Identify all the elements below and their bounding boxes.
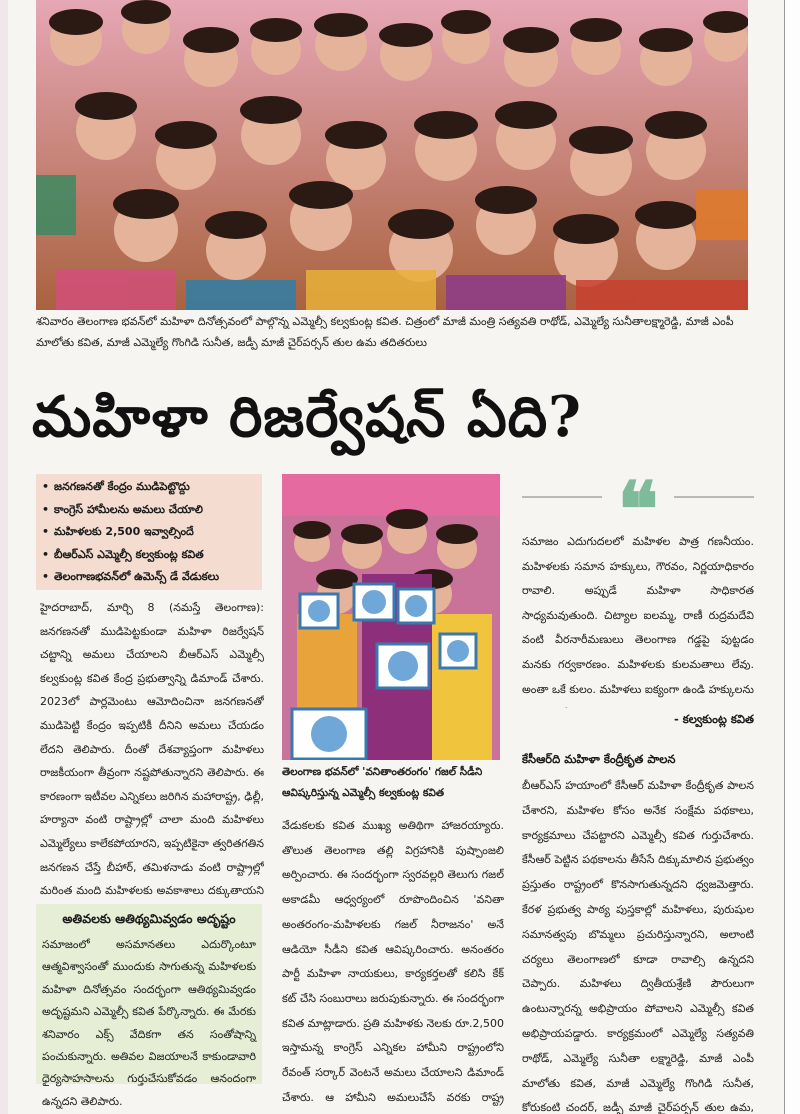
article-column-4: బీఆర్‌ఎస్ హయాంలో కేసీఆర్ మహిళా కేంద్రీకృత పాలన చేశారని, మహిళల కోసం అనేక సంక్షేమ పథకాలు, కార్యక్రమాలు చేపట్టారని ఎమ్మెల్సీ కవిత గుర్తుచేశారు. కేసీఆర్ పెట్టిన పథకాలను తీసేసే దిక్కుమాలిన ప్రభుత్వం ప్రస్తుతం రాష్ట్రంలో కొనసాగుతున్నదని ధ్వజమెత్తారు. కేరళ ప్రభుత్వ పాఠ్య పుస్తకాల్లో మహిళలు, పురుషుల సమానత్వపు బొమ్మలు ప్రచురిస్తున్నారని, అలాంటి చర్యలు తెలంగాణలో కూడా రావాల్సి ఉన్నదని చెప్పారు. మహిళలు ద్వితీయశ్రేణి పౌరులుగా ఉంటున్నారన్న అభిప్రాయం పోవాలని ఎమ్మెల్సీ కవిత అభిప్రాయపడ్డారు. కార్యక్రమంలో ఎమ్మెల్యే సత్యవతి రాథోడ్, ఎమ్మెల్యే సునీతా లక్ష్మారెడ్డి, మాజీ ఎంపీ మాలోతు కవిత, మాజీ ఎమ్మెల్యే గొంగిడి సునీత, కోరుకంటి చందర్, జడ్పీ మాజీ చైర్‌పర్సన్ తుల ఉమ,	[522, 779, 754, 1114]
article-column-1: హైదరాబాద్, మార్చి 8 (నమస్తే తెలంగాణ): జనగణనతో ముడిపెట్టకుండా మహిళా రిజర్వేషన్ చట్టాన్ని అమలు చేయాలని బీఆర్‌ఎస్ ఎమ్మెల్సీ కల్వకుంట్ల కవిత కేంద్ర ప్రభుత్వాన్ని డిమాండ్ చేశారు. 2023లో పార్లమెంటు ఆమోదించినా జనగణనతో ముడిపెట్టి కేంద్రం ఇప్పటికీ దీనిని అమలు చేయడం లేదని తెలిపారు. దీంతో దేశవ్యాప్తంగా మహిళలు రాజకీయంగా తీవ్రంగా నష్టపోతున్నారని తెలిపారు. ఈ కారణంగా ఇటీవల ఎన్నికలు జరిగిన మహారాష్ట్ర, ఢిల్లీ, హర్యానా వంటి రాష్ట్రాల్లో చాలా మంది మహిళలు ఎమ్మెల్యేలు కాలేకపోయారని, ఇప్పటికైనా త్వరితగతిన జనగణన చేస్తే బీహార్, తమిళనాడు వంటి రాష్ట్రాల్లో మరింత మంది మహిళలకు అవకాశాలు దక్కుతాయని	[40, 601, 264, 898]
cd-launch-photo	[282, 474, 500, 760]
sidebar-box	[36, 904, 262, 1108]
article-column-2: వేడుకలకు కవిత ముఖ్య అతిథిగా హాజరయ్యారు. తొలుత తెలంగాణ తల్లి విగ్రహానికి పుష్పాంజలి అర్పించారు. ఈ సందర్భంగా స్వరవల్లరి తెలుగు గజల్ అకాడమీ ఆధ్వర్యంలో రూపొందించిన 'వనితా అంతరంగం-మహిళలకు గజల్ నీరాజనం' అనే ఆడియో సీడీని కవిత ఆవిష్కరించారు. అనంతరం పార్టీ మహిళా నాయకులు, కార్యకర్తలతో కలిసి కేక్ కట్ చేసి సంబురాలు జరుపుకున్నారు. ఈ సందర్భంగా కవిత మాట్లాడారు. ప్రతి మహిళకు నెలకు రూ.2,500 ఇస్తామన్న కాంగ్రెస్ ఎన్నికల హామీని రాష్ట్రంలోని రేవంత్ సర్కార్ వెంటనే అమలు చేయాలని డిమాండ్ చేశారు. ఆ హామీని అమలుచేసే వరకు రాష్ట్ర	[282, 819, 504, 1104]
highlight-item: • మహిళలకు 2,500 ఇవ్వాల్సిందే	[42, 521, 256, 544]
headline: మహిళా రిజర్వేషన్ ఏది?	[32, 384, 582, 450]
sidebar-box-title: అతివలకు ఆతిథ్యమివ్వడం అదృష్టం	[62, 911, 236, 926]
top-photo-caption: శనివారం తెలంగాణ భవన్‌లో మహిళా దినోత్సవంలో పాల్గొన్న ఎమ్మెల్సీ కల్వకుంట్ల కవిత. చిత్రంలో మాజీ మంత్రి సత్యవతి రాథోడ్, ఎమ్మెల్యే సునీతాలక్ష్మారెడ్డి, మాజీ ఎంపీ మాలోతు కవిత, మాజీ ఎమ్మెల్యే గొంగిడి సునీత, జడ్పీ మాజీ చైర్‌పర్సన్ తుల ఉమ తదితరులు	[36, 315, 734, 349]
quote-divider-left	[522, 496, 602, 498]
adjacent-page-left-edge	[0, 0, 8, 1114]
sidebar-box-text: సమాజంలో అసమానతలు ఎదుర్కొంటూ ఆత్మవిశ్వాసంతో ముందుకు సాగుతున్న మహిళలకు మహిళా దినోత్సవం సందర్భంగా ఆతిథ్యమివ్వడం అదృష్టమని ఎమ్మెల్సీ కవిత పేర్కొన్నారు. ఈ మేరకు శనివారం ఎక్స్ వేదికగా తన సంతోషాన్ని పంచుకున్నారు. అతివల విజయాలనే కాకుండావారి ధైర్యసాహసాలను గుర్తుచేసుకోవడం ఆనందంగా ఉన్నదని తెలిపారు.	[42, 938, 256, 1108]
adjacent-page-right-edge	[784, 0, 800, 1114]
cd-launch-photo-caption: తెలంగాణ భవన్‌లో 'వనితాంతరంగం' గజల్ సీడీని ఆవిష్కరిస్తున్న ఎమ్మెల్సీ కల్వకుంట్ల కవిత	[282, 766, 483, 799]
highlight-item: • కాంగ్రెస్ హామీలను అమలు చేయాలి	[42, 499, 256, 522]
highlight-item: • బీఆర్‌ఎస్ ఎమ్మెల్సీ కల్వకుంట్ల కవిత	[42, 544, 256, 567]
top-photo-women-celebration	[36, 0, 748, 310]
subheading-kcr: కేసీఆర్‌ది మహిళా కేంద్రీకృత పాలన	[522, 752, 676, 766]
crowd-photo-illustration	[36, 0, 748, 310]
highlight-item: • జనగణనతో కేంద్రం ముడిపెట్టొద్దు	[42, 476, 256, 499]
quote-mark-icon: ❝	[617, 465, 659, 554]
quote-header	[522, 465, 754, 554]
quote-divider-right	[674, 496, 754, 498]
highlight-item: • తెలంగాణభవన్‌లో ఉమెన్స్ డే వేడుకలు	[42, 566, 256, 589]
highlights-box	[36, 474, 262, 590]
quote-author: - కల్వకుంట్ల కవిత	[673, 712, 754, 726]
quote-text: సమాజం ఎదుగుదలలో మహిళల పాత్ర గణనీయం. మహిళలకు సమాన హక్కులు, గౌరవం, నిర్ణయాధికారం రావాలి. అప్పుడే మహిళా సాధికారత సాధ్యమవుతుంది. చిట్యాల ఐలమ్మ, రాణీ రుద్రమదేవి వంటి వీరనారీమణులు తెలంగాణ గడ్డపై పుట్టడం మనకు గర్వకారణం. మహిళలకు కులమతాలు లేవు. అంతా ఒకే కులం. మహిళలు ఐక్యంగా ఉండి హక్కులను	[522, 535, 754, 696]
cd-launch-photo-illustration	[282, 474, 500, 760]
